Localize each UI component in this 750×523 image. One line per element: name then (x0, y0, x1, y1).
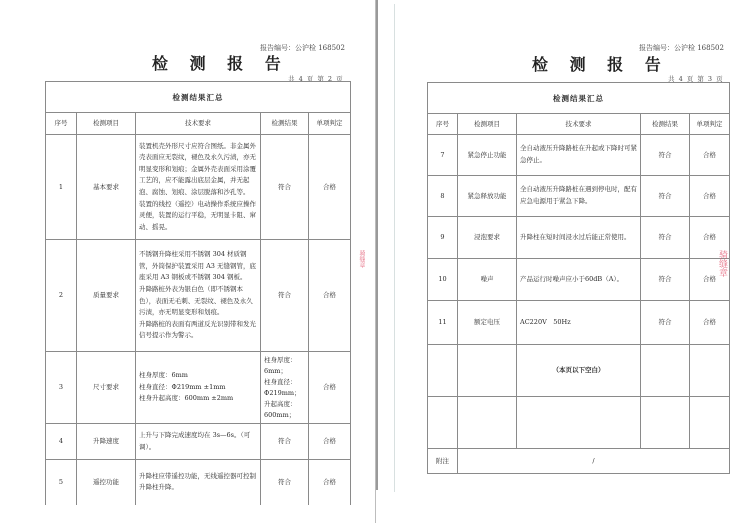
row-no: 11 (428, 301, 458, 345)
table-row (428, 217, 730, 259)
row-verdict: 合格 (690, 217, 730, 259)
row-requirement: AC220V 50Hz (517, 301, 641, 345)
row-result: 符合 (261, 424, 309, 460)
row-requirement: 升降柱应带遥控功能，无线遥控器可控制升降柱升降。 (136, 460, 261, 505)
remark-row (428, 449, 730, 474)
row-result: 符合 (261, 135, 309, 240)
row-verdict: 合格 (690, 301, 730, 345)
header-requirement: 技术要求 (136, 113, 261, 135)
row-no: 2 (46, 240, 77, 352)
row-requirement: 升降柱在短时间浸水过后能正常使用。 (517, 217, 641, 259)
row-item: 浸泡要求 (458, 217, 517, 259)
table-caption: 检测结果汇总 (46, 82, 351, 113)
report-title: 检 测 报 告 (152, 54, 289, 73)
row-result: 符合 (641, 176, 690, 217)
seal-stamp-left: 骑缝章 (358, 250, 365, 268)
row-requirement: 上升与下降完成速度均在 3s—6s。（可调）。 (136, 424, 261, 460)
empty-cell (690, 397, 730, 449)
empty-cell (428, 397, 458, 449)
table-row (428, 176, 730, 217)
header-no: 序号 (428, 114, 458, 135)
header-result: 检测结果 (641, 114, 690, 135)
row-item: 基本要求 (77, 135, 136, 240)
results-table (427, 82, 730, 474)
report-page-3 (376, 0, 750, 523)
row-verdict: 合格 (690, 259, 730, 301)
header-verdict: 单项判定 (309, 113, 351, 135)
row-item: 升降速度 (77, 424, 136, 460)
row-result: 柱身厚度：6mm； 柱身直径：Φ219mm； 升起高度：600mm； (261, 352, 309, 424)
row-requirement: 柱身厚度：6mm 柱身直径：Φ219mm ±1mm 柱身升起高度：600mm ±2mm (136, 352, 261, 424)
empty-cell (641, 397, 690, 449)
row-no: 7 (428, 135, 458, 176)
row-verdict: 合格 (690, 176, 730, 217)
row-no: 8 (428, 176, 458, 217)
table-row (46, 460, 351, 505)
table-row (428, 135, 730, 176)
row-verdict: 合格 (309, 135, 351, 240)
table-header-row (428, 114, 730, 135)
blank-note: （本页以下空白） (517, 345, 641, 397)
page-info: 共 4 页 第 2 页 (288, 75, 344, 83)
table-row (46, 135, 351, 240)
row-requirement: 全自动液压升降路桩在遇到停电时，配有应急电源用于紧急下降。 (517, 176, 641, 217)
remark-value: / (458, 449, 730, 474)
row-requirement: 全自动液压升降路桩在升起或下降时可紧急停止。 (517, 135, 641, 176)
results-table (45, 81, 351, 505)
row-item: 紧急停止功能 (458, 135, 517, 176)
row-verdict: 合格 (309, 424, 351, 460)
row-result: 符合 (261, 240, 309, 352)
row-item: 质量要求 (77, 240, 136, 352)
row-result: 符合 (641, 135, 690, 176)
report-number: 报告编号：公沪检 168502 (639, 44, 724, 52)
row-item: 遥控功能 (77, 460, 136, 505)
row-verdict: 合格 (690, 135, 730, 176)
page-spine-line (376, 0, 378, 490)
row-no: 9 (428, 217, 458, 259)
remark-label: 附注 (428, 449, 458, 474)
table-row (46, 424, 351, 460)
table-row (46, 352, 351, 424)
empty-cell (458, 397, 517, 449)
table-row (46, 240, 351, 352)
table-caption: 检测结果汇总 (428, 83, 730, 114)
row-no: 1 (46, 135, 77, 240)
page-info: 共 4 页 第 3 页 (668, 75, 724, 83)
header-item: 检测项目 (77, 113, 136, 135)
table-header-row (46, 113, 351, 135)
seal-stamp-right: 骑缝章 (717, 250, 727, 277)
row-item: 紧急释放功能 (458, 176, 517, 217)
margin-line (394, 4, 395, 492)
row-no: 3 (46, 352, 77, 424)
empty-cell (517, 397, 641, 449)
row-no: 10 (428, 259, 458, 301)
row-no: 4 (46, 424, 77, 460)
table-row-empty (428, 397, 730, 449)
row-result: 符合 (641, 301, 690, 345)
row-requirement: 产品运行时噪声应小于60dB（A）。 (517, 259, 641, 301)
header-requirement: 技术要求 (517, 114, 641, 135)
header-item: 检测项目 (458, 114, 517, 135)
empty-cell (428, 345, 458, 397)
row-result: 符合 (641, 259, 690, 301)
row-result: 符合 (641, 217, 690, 259)
table-row (428, 259, 730, 301)
table-row (428, 301, 730, 345)
row-verdict: 合格 (309, 460, 351, 505)
report-number: 报告编号：公沪检 168502 (260, 44, 345, 52)
empty-cell (458, 345, 517, 397)
header-no: 序号 (46, 113, 77, 135)
header-result: 检测结果 (261, 113, 309, 135)
empty-cell (641, 345, 690, 397)
row-item: 噪声 (458, 259, 517, 301)
row-no: 5 (46, 460, 77, 505)
row-verdict: 合格 (309, 240, 351, 352)
row-item: 额定电压 (458, 301, 517, 345)
row-result: 符合 (261, 460, 309, 505)
empty-cell (690, 345, 730, 397)
row-requirement: 装置机壳外形尺寸应符合图纸。非金属外壳表面应无裂纹，褪色及永久污渍，亦无明显变形和划痕；金属外壳表面采用涂覆工艺的，应不能露出底层金属，并无起泡、腐蚀、划痕、涂层脱落和沙孔等。 装置的线控（遥控）电动操作系统应操作灵便，装置的运行平稳，无明显卡阻、窜动、摇晃。 (136, 135, 261, 240)
row-requirement: 不锈钢升降柱采用不锈钢 304 材质钢管，外筒保护装置采用 A3 无缝钢管，底座采用 A3 钢板或不锈钢 304 钢板。 升降路桩外表为银白色（即不锈钢本色），表面无毛刺、无裂纹、褪色及永久污渍，亦无明显变形和划痕。 升降路桩的表面有两道反光识别带和发光信号提示作为警示。 (136, 240, 261, 352)
report-title: 检 测 报 告 (532, 55, 669, 74)
row-item: 尺寸要求 (77, 352, 136, 424)
table-row-blank-note (428, 345, 730, 397)
row-verdict: 合格 (309, 352, 351, 424)
header-verdict: 单项判定 (690, 114, 730, 135)
